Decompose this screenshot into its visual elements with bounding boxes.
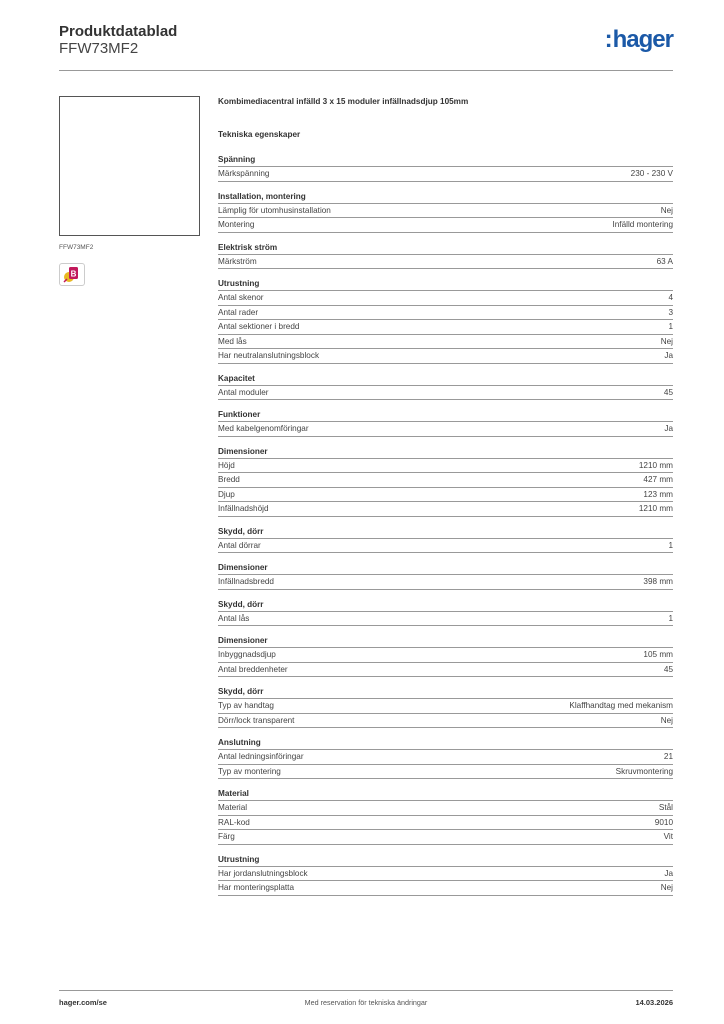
spec-label: Har jordanslutningsblock — [218, 868, 308, 878]
spec-value: 1210 mm — [638, 460, 673, 470]
group-title: Utrustning — [218, 854, 673, 867]
spec-group — [218, 191, 673, 233]
group-title: Skydd, dörr — [218, 686, 673, 699]
spec-value: 21 — [663, 752, 673, 761]
spec-label: Bredd — [218, 475, 240, 484]
spec-value: Stål — [658, 803, 673, 812]
spec-label: Antal rader — [218, 307, 259, 317]
spec-panel — [218, 96, 673, 905]
spec-label: Infällnadsbredd — [218, 577, 274, 586]
spec-group — [218, 373, 673, 401]
spec-groups — [218, 154, 673, 896]
spec-label: Antal ledningsinföringar — [218, 752, 304, 761]
footer-note: Med reservation för tekniska ändringar — [304, 998, 428, 1007]
page-header — [59, 20, 673, 71]
spec-group — [218, 737, 673, 779]
energy-class-b-icon — [60, 264, 84, 285]
spec-row — [218, 801, 673, 816]
spec-group — [218, 686, 673, 728]
spec-group — [218, 446, 673, 517]
spec-row — [218, 881, 673, 896]
group-title: Installation, montering — [218, 191, 673, 204]
spec-value: Ja — [664, 868, 673, 878]
spec-row — [218, 663, 673, 678]
spec-value: 9010 — [654, 817, 673, 827]
spec-value: 398 mm — [643, 577, 673, 586]
document-title: Produktdatablad — [59, 23, 178, 40]
logo-text: hager — [612, 26, 673, 53]
spec-row — [218, 422, 673, 437]
spec-row — [218, 255, 673, 270]
spec-label: Dörr/lock transparent — [218, 715, 295, 725]
spec-group — [218, 854, 673, 896]
spec-row — [218, 867, 673, 882]
badge-letter: B — [70, 269, 77, 279]
spec-row — [218, 765, 673, 780]
spec-row — [218, 575, 673, 590]
spec-value: 45 — [663, 387, 673, 397]
spec-row — [218, 218, 673, 233]
spec-group — [218, 242, 673, 270]
spec-row — [218, 750, 673, 765]
group-title: Skydd, dörr — [218, 599, 673, 612]
spec-label: Med lås — [218, 336, 247, 346]
spec-value: Nej — [660, 715, 673, 725]
spec-label: Lämplig för utomhusinstallation — [218, 205, 331, 215]
spec-value: Ja — [664, 351, 673, 360]
hager-logo — [605, 26, 673, 54]
spec-label: Typ av montering — [218, 766, 281, 776]
spec-value: 1 — [668, 322, 673, 331]
spec-label: Färg — [218, 832, 235, 841]
spec-row — [218, 349, 673, 364]
spec-label: Höjd — [218, 460, 235, 470]
group-title: Utrustning — [218, 278, 673, 291]
spec-row — [218, 473, 673, 488]
group-title: Funktioner — [218, 409, 673, 422]
spec-row — [218, 502, 673, 517]
spec-group — [218, 788, 673, 845]
logo-dots-icon: : — [604, 26, 612, 53]
spec-label: Typ av handtag — [218, 701, 274, 710]
footer-website: hager.com/se — [59, 998, 107, 1007]
product-image-placeholder — [59, 96, 200, 236]
spec-row — [218, 539, 673, 554]
group-title: Skydd, dörr — [218, 526, 673, 539]
spec-label: Antal dörrar — [218, 540, 261, 550]
spec-label: Med kabelgenomföringar — [218, 424, 309, 433]
spec-value: Klaffhandtag med mekanism — [569, 701, 673, 710]
spec-label: Antal moduler — [218, 387, 269, 397]
spec-label: Inbyggnadsdjup — [218, 650, 276, 659]
spec-value: 3 — [668, 307, 673, 317]
spec-value: 1210 mm — [638, 504, 673, 513]
spec-value: Nej — [660, 883, 673, 892]
spec-group — [218, 278, 673, 364]
spec-group — [218, 154, 673, 182]
spec-value: Ja — [664, 424, 673, 433]
spec-label: Antal lås — [218, 613, 250, 623]
group-title: Dimensioner — [218, 562, 673, 575]
group-title: Anslutning — [218, 737, 673, 750]
spec-group — [218, 635, 673, 677]
spec-row — [218, 714, 673, 729]
product-code: FFW73MF2 — [59, 40, 139, 57]
spec-row — [218, 648, 673, 663]
spec-row — [218, 306, 673, 321]
spec-row — [218, 816, 673, 831]
spec-label: Material — [218, 803, 248, 812]
spec-value: Skruvmontering — [615, 766, 673, 776]
spec-label: Har monteringsplatta — [218, 883, 294, 892]
spec-label: Antal breddenheter — [218, 664, 288, 674]
spec-row — [218, 167, 673, 182]
spec-group — [218, 526, 673, 554]
spec-value: 105 mm — [643, 650, 673, 659]
spec-group — [218, 409, 673, 437]
spec-value: Nej — [660, 205, 673, 215]
spec-value: 427 mm — [643, 475, 673, 484]
spec-label: Märkspänning — [218, 169, 270, 178]
group-title: Dimensioner — [218, 446, 673, 459]
spec-row — [218, 320, 673, 335]
page-footer — [59, 990, 673, 1015]
spec-label: Montering — [218, 220, 255, 229]
spec-label: Antal skenor — [218, 293, 264, 302]
spec-value: 123 mm — [643, 489, 673, 499]
group-title: Material — [218, 788, 673, 801]
group-title: Elektrisk ström — [218, 242, 673, 255]
spec-row — [218, 386, 673, 401]
spec-label: Antal sektioner i bredd — [218, 322, 300, 331]
spec-group — [218, 599, 673, 627]
spec-row — [218, 612, 673, 627]
spec-row — [218, 291, 673, 306]
footer-date: 14.03.2026 — [635, 998, 673, 1007]
image-caption: FFW73MF2 — [59, 244, 94, 251]
group-title: Dimensioner — [218, 635, 673, 648]
spec-row — [218, 204, 673, 219]
spec-value: 1 — [668, 540, 673, 550]
spec-label: Har neutralanslutningsblock — [218, 351, 320, 360]
spec-value: Infälld montering — [612, 220, 673, 229]
group-title: Kapacitet — [218, 373, 673, 386]
spec-row — [218, 830, 673, 845]
spec-value: 230 - 230 V — [630, 169, 673, 178]
spec-row — [218, 335, 673, 350]
spec-label: Djup — [218, 489, 235, 499]
spec-value: Nej — [660, 336, 673, 346]
spec-value: 4 — [668, 293, 673, 302]
spec-label: RAL-kod — [218, 817, 250, 827]
spec-value: 1 — [668, 613, 673, 623]
spec-label: Märkström — [218, 256, 257, 266]
spec-label: Infällnadshöjd — [218, 504, 269, 513]
spec-value: 63 A — [656, 256, 673, 266]
spec-group — [218, 562, 673, 590]
spec-value: 45 — [663, 664, 673, 674]
spec-row — [218, 699, 673, 714]
energy-class-badge — [59, 263, 85, 286]
group-title: Spänning — [218, 154, 673, 167]
product-description: Kombimediacentral infälld 3 x 15 moduler infällnadsdjup 105mm — [218, 97, 469, 106]
spec-row — [218, 488, 673, 503]
spec-value: Vit — [663, 832, 673, 841]
spec-row — [218, 459, 673, 474]
section-title: Tekniska egenskaper — [218, 130, 301, 139]
